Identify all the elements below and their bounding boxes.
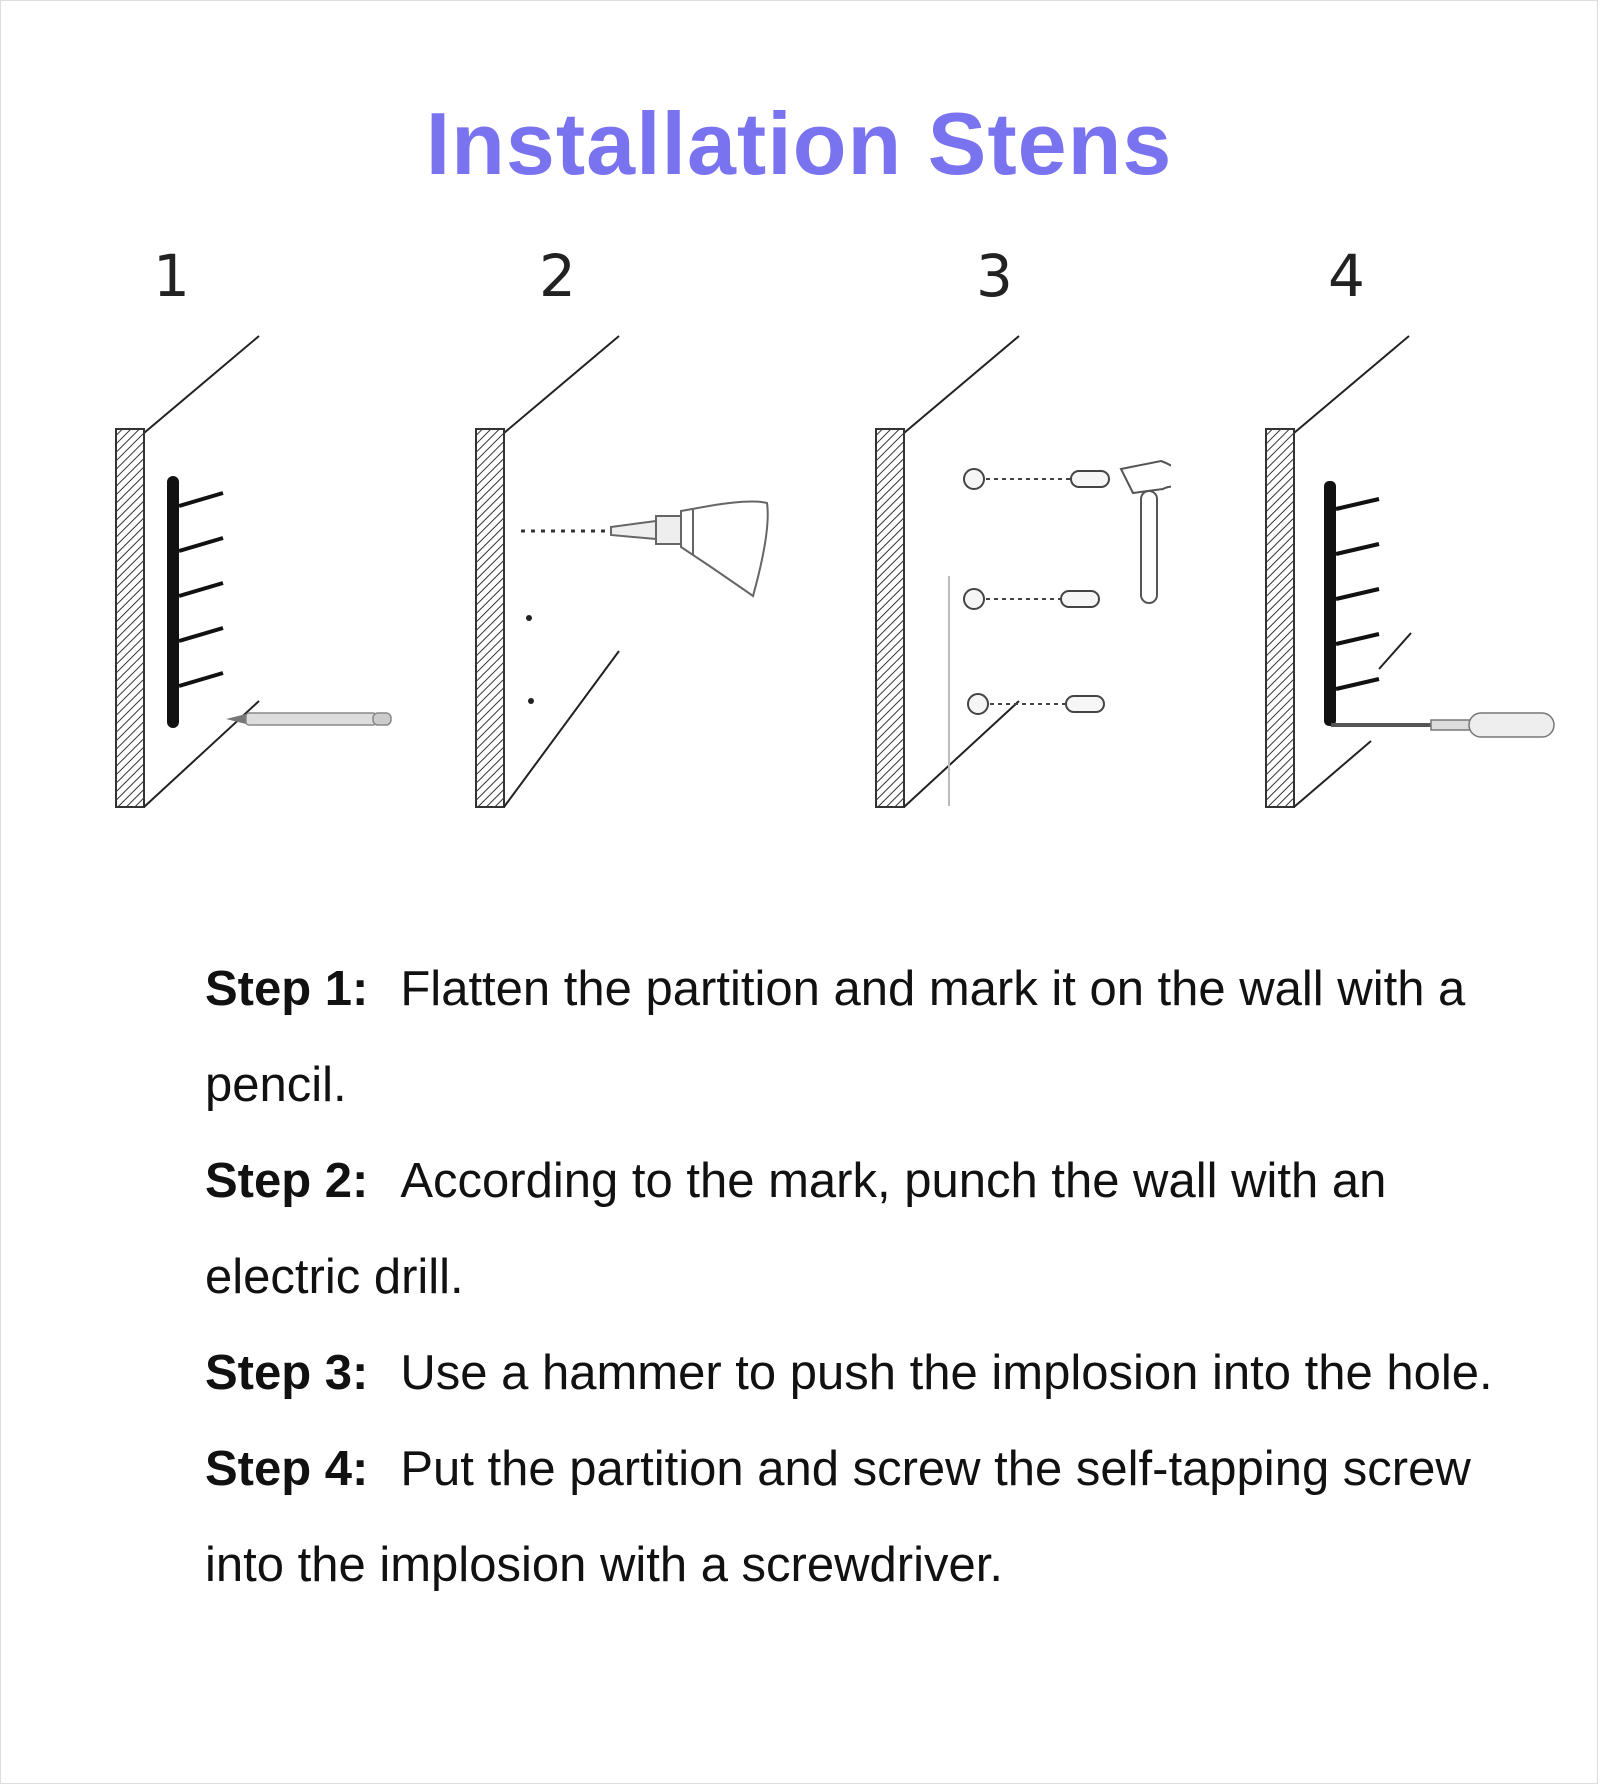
hammer-icon <box>1121 461 1171 603</box>
hammering-diagram <box>871 321 1171 821</box>
wall-bottom-edge <box>504 651 619 807</box>
step-2-text: According to the mark, punch the wall with an electric drill. <box>205 1154 1387 1304</box>
partition-bar <box>167 476 179 728</box>
wall-section <box>476 429 504 807</box>
illustration-2 <box>471 321 771 821</box>
partition-prongs <box>179 493 223 686</box>
wall-top-edge <box>144 336 259 433</box>
illustration-3 <box>871 321 1171 821</box>
wall-bottom-edge <box>1294 741 1371 807</box>
wall-bottom-edge <box>904 701 1019 807</box>
anchor-row <box>964 469 1109 714</box>
illustration-number-1: 1 <box>153 242 190 310</box>
illustration-number-3: 3 <box>976 242 1013 310</box>
step-1-text: Flatten the partition and mark it on the wall with a pencil. <box>205 962 1466 1112</box>
wall-top-edge <box>504 336 619 433</box>
wall-section <box>876 429 904 807</box>
illustration-number-2: 2 <box>539 242 576 310</box>
wall-section <box>1266 429 1294 807</box>
step-2 <box>205 1133 1505 1325</box>
step-1-label: Step 1: <box>205 962 369 1016</box>
step-3-text: Use a hammer to push the implosion into the hole. <box>400 1346 1493 1400</box>
drill-icon <box>611 502 768 596</box>
wall-top-edge <box>904 336 1019 433</box>
illustration-4 <box>1261 321 1561 821</box>
screwing-diagram <box>1261 321 1561 821</box>
steps-list <box>205 941 1505 1613</box>
step-4-text: Put the partition and screw the self-tapping screw into the implosion with a screwdriver. <box>205 1442 1471 1592</box>
wall-mark <box>526 615 532 621</box>
screwdriver-icon <box>1331 713 1554 737</box>
partition-bar <box>1324 481 1336 726</box>
step-2-label: Step 2: <box>205 1154 369 1208</box>
wall-mark <box>528 698 534 704</box>
pencil-icon <box>226 713 391 725</box>
step-3 <box>205 1325 1505 1421</box>
illustration-number-4: 4 <box>1328 242 1365 310</box>
illustration-1 <box>111 321 411 821</box>
step-3-label: Step 3: <box>205 1346 369 1400</box>
partition-prongs <box>1336 499 1379 689</box>
drilling-diagram <box>471 321 771 821</box>
step-1 <box>205 941 1505 1133</box>
step-4 <box>205 1421 1505 1613</box>
pencil-marking-diagram <box>111 321 411 821</box>
page-title: Installation Stens <box>425 94 1173 193</box>
wall-top-edge <box>1294 336 1409 433</box>
step-4-label: Step 4: <box>205 1442 369 1496</box>
wall-section <box>116 429 144 807</box>
